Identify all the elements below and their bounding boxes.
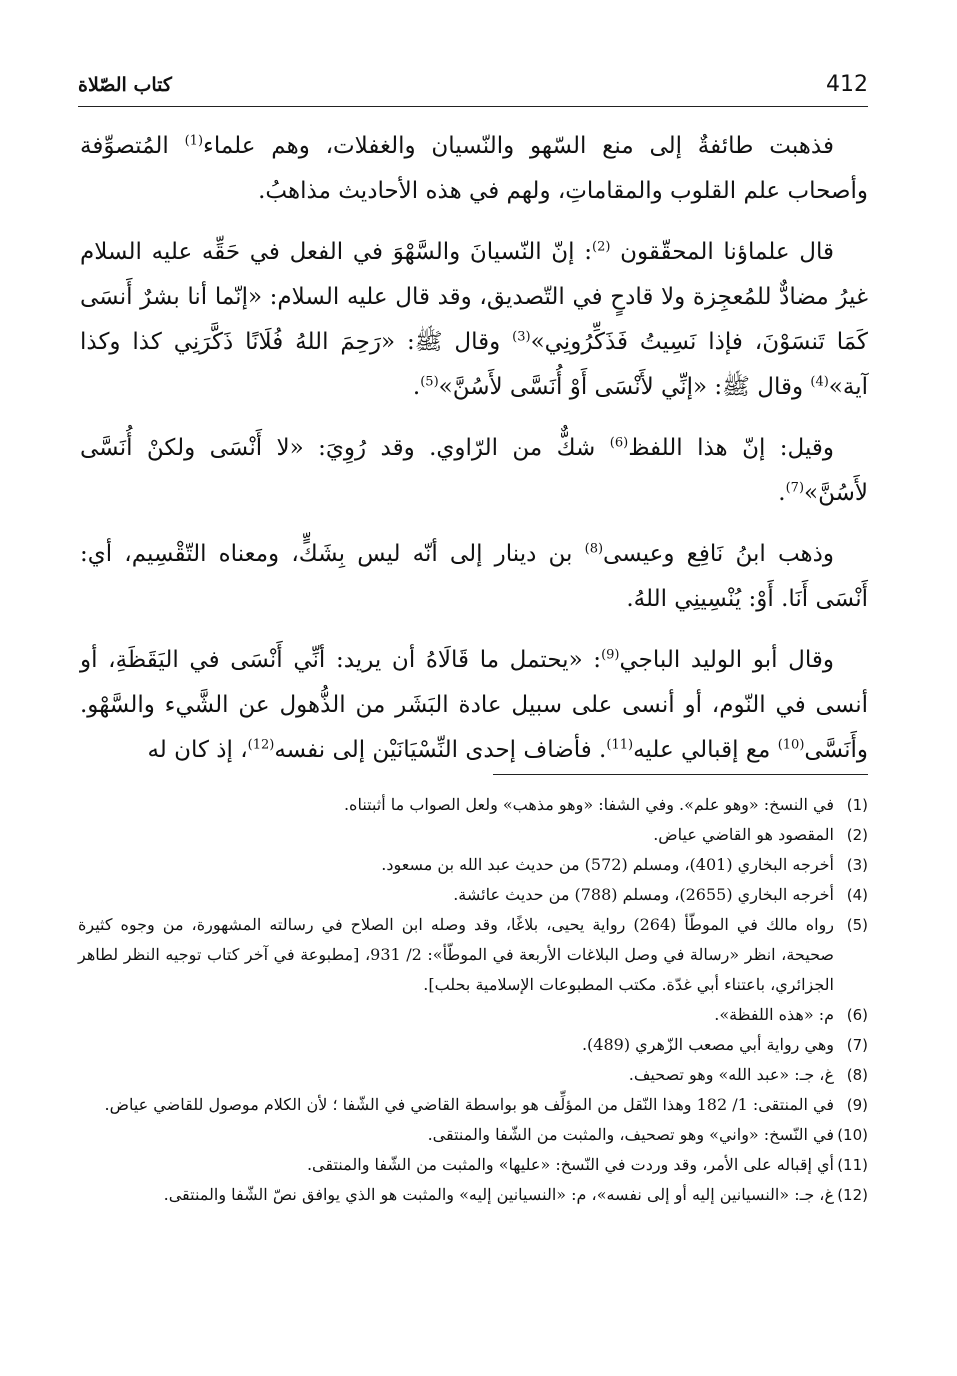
footnote-ref: (6) <box>609 435 629 451</box>
paragraph: وذهب ابنُ نَافِع وعيسى$^{(8)}$ بن دينار إلى أنّه ليس بِشَكٍّ، ومعناه التّقْسِيم، أي: أَنْسَى أَنَا. أَوْ: يُنْسِينِي اللهُ. <box>80 541 868 612</box>
footnote-ref: (11) <box>606 737 634 753</box>
footnote: (6) م: «هذه اللفظة». <box>714 1005 868 1024</box>
main-text <box>80 124 868 789</box>
footnote: (8) غ، جـ: «عبد الله» وهو تصحيف. <box>628 1065 868 1084</box>
footnote: (10) في النّسخ: «واني» وهو تصحيف، والمثبت من الشّفا والمنتقى. <box>427 1125 868 1144</box>
footnote: (2) المقصود هو القاضي عياض. <box>653 825 868 844</box>
footnote: (11) أي إقباله على الأمر، وقد وردت في النّسخ: «عليها» والمثبت من الشّفا والمنتقى. <box>306 1155 868 1174</box>
footnote-ref: (7) <box>785 480 805 496</box>
footnote: (9) في المنتقى: 1/ 182 وهذا النّقل من المؤلِّف هو بواسطة القاضي في الشّفا ؛ لأن الكلام موصول للقاضي عياض. <box>104 1095 868 1114</box>
footnote: (7) وهي رواية أبي مصعب الزّهري (489). <box>581 1035 868 1054</box>
paragraph: فذهبت طائفةٌ إلى منع السّهو والنّسيان والغفلات، وهم علماء$^{(1)}$ المُتصوِّفة وأصحاب علم القلوب والمقاماتِ، ولهم في هذه الأحاديث مذاهبُ. <box>80 133 868 204</box>
footnote: (5) رواه مالك في الموطّأ (264) رواية يحيى، بلاغًا، وقد وصله ابن الصلاح في رسالته المشهورة، من وجوه كثيرة صحيحة، انظر «رسالة في وصل البلاغات الأربعة في الموطّأ»: 2/ 931، [مطبوعة في آخر كتاب توجيه النظر لطاهر الجزائري، باعتناء أبي غدّة. مكتب المطبوعات الإسلامية بحلب]. <box>78 915 868 994</box>
footnote-ref: (10) <box>777 737 805 753</box>
paragraph: قال علماؤنا المحقّقون $^{(2)}$: إنّ النّسيانَ والسَّهْوَ في الفعل في حَقِّه عليه السلام غيرُ مضادٌّ للمُعجِزة ولا قادحٍ في التّصديق، وقد قال عليه السلام: «إنّما أنا بشرٌ أَنسَى كَمَا تَنسَوْنَ، فإذا نَسِيتُ فَذَكِّرُونِي»$^{(3)}$ وقال ﷺ: «رَحِمَ اللهُ فُلَانًا ذَكَّرَنِي كذا وكذا آية»$^{(4)}$ وقال ﷺ: «إنِّي لأَنْسَى أَوْ أُنَسَّى لأَسُنَّ»$^{(5)}$. <box>80 239 869 400</box>
footnote-divider <box>493 774 868 775</box>
footnote-ref: (4) <box>810 374 829 390</box>
running-title: كتاب الصّلاة <box>78 74 172 96</box>
paragraph: وقال أبو الوليد الباجي$^{(9)}$: «يحتمل ما قَالَاهُ أن يريد: أنِّي أَنْسَى في اليَقَظَةِ، أو أنسى في النّوم، أو أنسى على سبيل عادة البَشَر من الذُّهول عن الشَّيء والسَّهْو. وأَنَسَّى$^{(10)}$ مع إقبالي عليه$^{(11)}$. فأضاف إحدى النِّسْيَانَيْن إلى نفسه$^{(12)}$، إذ كان له <box>80 647 868 763</box>
footnote: (12) غ، جـ: «النسيانين إليه أو إلى نفسه»، م: «النسيانين إليه» والمثبت هو الذي يوافق نصّ الشّفا والمنتقى. <box>163 1185 868 1204</box>
footnote-ref: (5) <box>420 374 439 390</box>
footnote-ref: (9) <box>601 647 620 663</box>
footnote: (3) أخرجه البخاري (401)، ومسلم (572) من حديث عبد الله بن مسعود. <box>381 855 868 874</box>
footnote-ref: (8) <box>584 541 604 557</box>
page-header <box>78 66 868 107</box>
footnote: (4) أخرجه البخاري (2655)، ومسلم (788) من حديث عائشة. <box>453 885 868 904</box>
footnote-ref: (1) <box>184 133 204 149</box>
page-number: 412 <box>826 72 868 97</box>
footnote: (1) في النسخ: «وهو علم». وفي الشفا: «وهو مذهب» ولعل الصواب ما أثبتناه. <box>343 795 868 814</box>
footnote-ref: (12) <box>247 737 275 753</box>
footnote-ref: (3) <box>512 329 531 345</box>
footnotes <box>78 790 868 1210</box>
footnote-ref: (2) <box>592 239 611 255</box>
paragraph: وقيل: إنّ هذا اللفظ$^{(6)}$ شكٌّ من الرّاوي. وقد رُوِيَ: «لا أَنْسَى ولكنْ أُنَسَّى لأَسُنَّ»$^{(7)}$. <box>80 435 868 506</box>
